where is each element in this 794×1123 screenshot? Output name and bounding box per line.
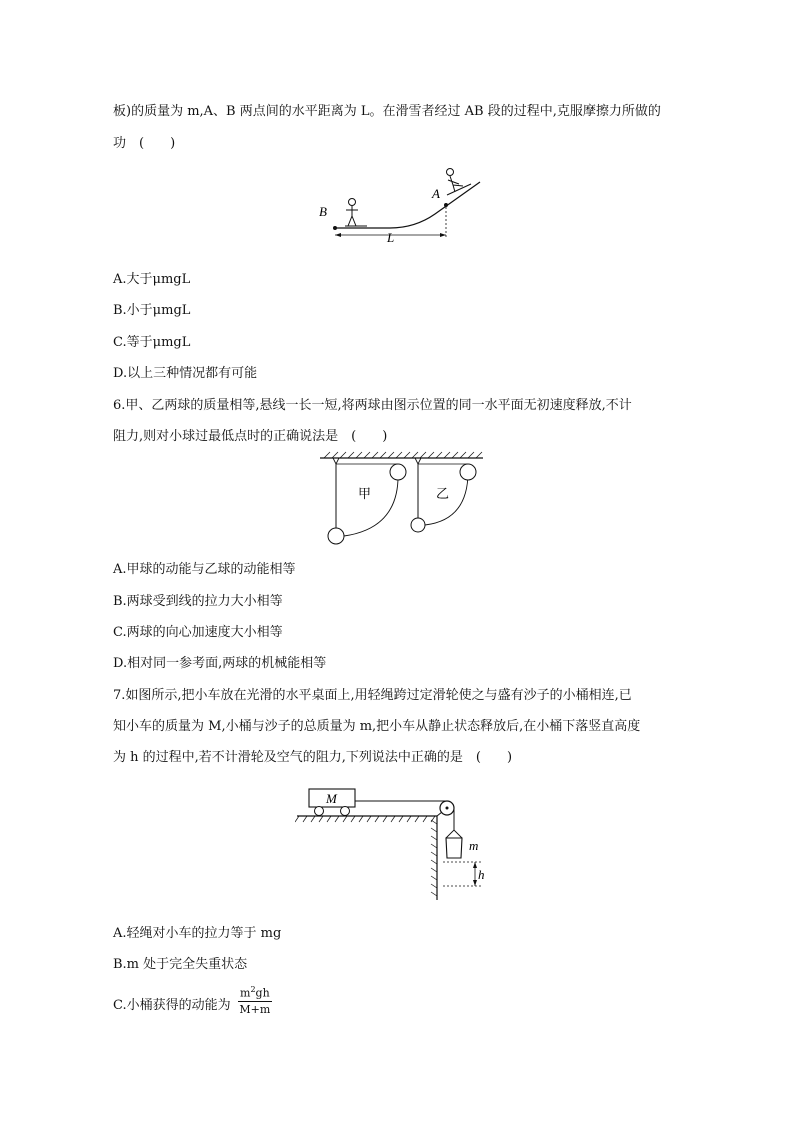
ball-jia-start [390, 464, 406, 480]
q5-slope-figure [315, 162, 485, 247]
skier-b-icon [345, 199, 367, 227]
ball-yi-bottom [411, 518, 425, 532]
numerator-exponent: 2 [250, 985, 256, 994]
label-jia: 甲 [358, 487, 372, 502]
label-height-h: h [478, 867, 485, 882]
q5-option-d: D.以上三种情况都有可能 [113, 366, 258, 381]
q5-option-b: B.小于μmgL [113, 303, 191, 318]
q7-option-c-fraction [238, 985, 272, 1016]
q7-option-c-prefix: C.小桶获得的动能为 [113, 998, 231, 1013]
q6-option-a: A.甲球的动能与乙球的动能相等 [113, 562, 296, 577]
q6-option-c: C.两球的向心加速度大小相等 [113, 625, 283, 640]
q5-stem-line2: 功 ( ) [113, 136, 176, 151]
fraction-denominator: M+m [239, 1002, 271, 1016]
bucket-icon [446, 838, 462, 858]
label-bucket-m: m [469, 838, 479, 853]
label-b: B [319, 204, 327, 219]
q7-stem-line3: 为 h 的过程中,若不计滑轮及空气的阻力,下列说法中正确的是 ( ) [113, 750, 513, 765]
cart-wheel-left [315, 807, 324, 816]
q7-stem-line2: 知小车的质量为 M,小桶与沙子的总质量为 m,把小车从静止状态释放后,在小桶下落竖直高度 [113, 719, 641, 734]
q6-stem-line1: 6.甲、乙两球的质量相等,悬线一长一短,将两球由图示位置的同一水平面无初速度释放,不计 [113, 398, 632, 413]
label-cart-m: M [326, 791, 337, 806]
cart-wheel-right [341, 807, 350, 816]
label-l: L [387, 230, 395, 245]
q6-option-d: D.相对同一参考面,两球的机械能相等 [113, 656, 327, 671]
q5-option-a: A.大于μmgL [113, 272, 191, 287]
numerator-gh: gh [255, 986, 270, 1000]
q7-option-a: A.轻绳对小车的拉力等于 mg [113, 926, 282, 941]
q6-option-b: B.两球受到线的拉力大小相等 [113, 594, 283, 609]
label-yi: 乙 [436, 487, 450, 502]
numerator-m: m [240, 986, 251, 1000]
q5-stem-line1: 板)的质量为 m,A、B 两点间的水平距离为 L。在滑雪者经过 AB 段的过程中,克服摩擦力所做的 [113, 104, 661, 119]
q6-pendulum-figure [318, 450, 488, 550]
q7-stem-line1: 7.如图所示,把小车放在光滑的水平桌面上,用轻绳跨过定滑轮使之与盛有沙子的小桶相连,已 [113, 688, 632, 703]
q7-option-b: B.m 处于完全失重状态 [113, 957, 248, 972]
q5-option-c: C.等于μmgL [113, 335, 191, 350]
ball-yi-start [460, 464, 476, 480]
q7-pulley-figure [295, 780, 495, 908]
ball-jia-bottom [328, 528, 344, 544]
fraction-numerator [238, 985, 272, 1002]
q6-stem-line2: 阻力,则对小球过最低点时的正确说法是 ( ) [113, 429, 388, 444]
label-a: A [432, 186, 440, 201]
